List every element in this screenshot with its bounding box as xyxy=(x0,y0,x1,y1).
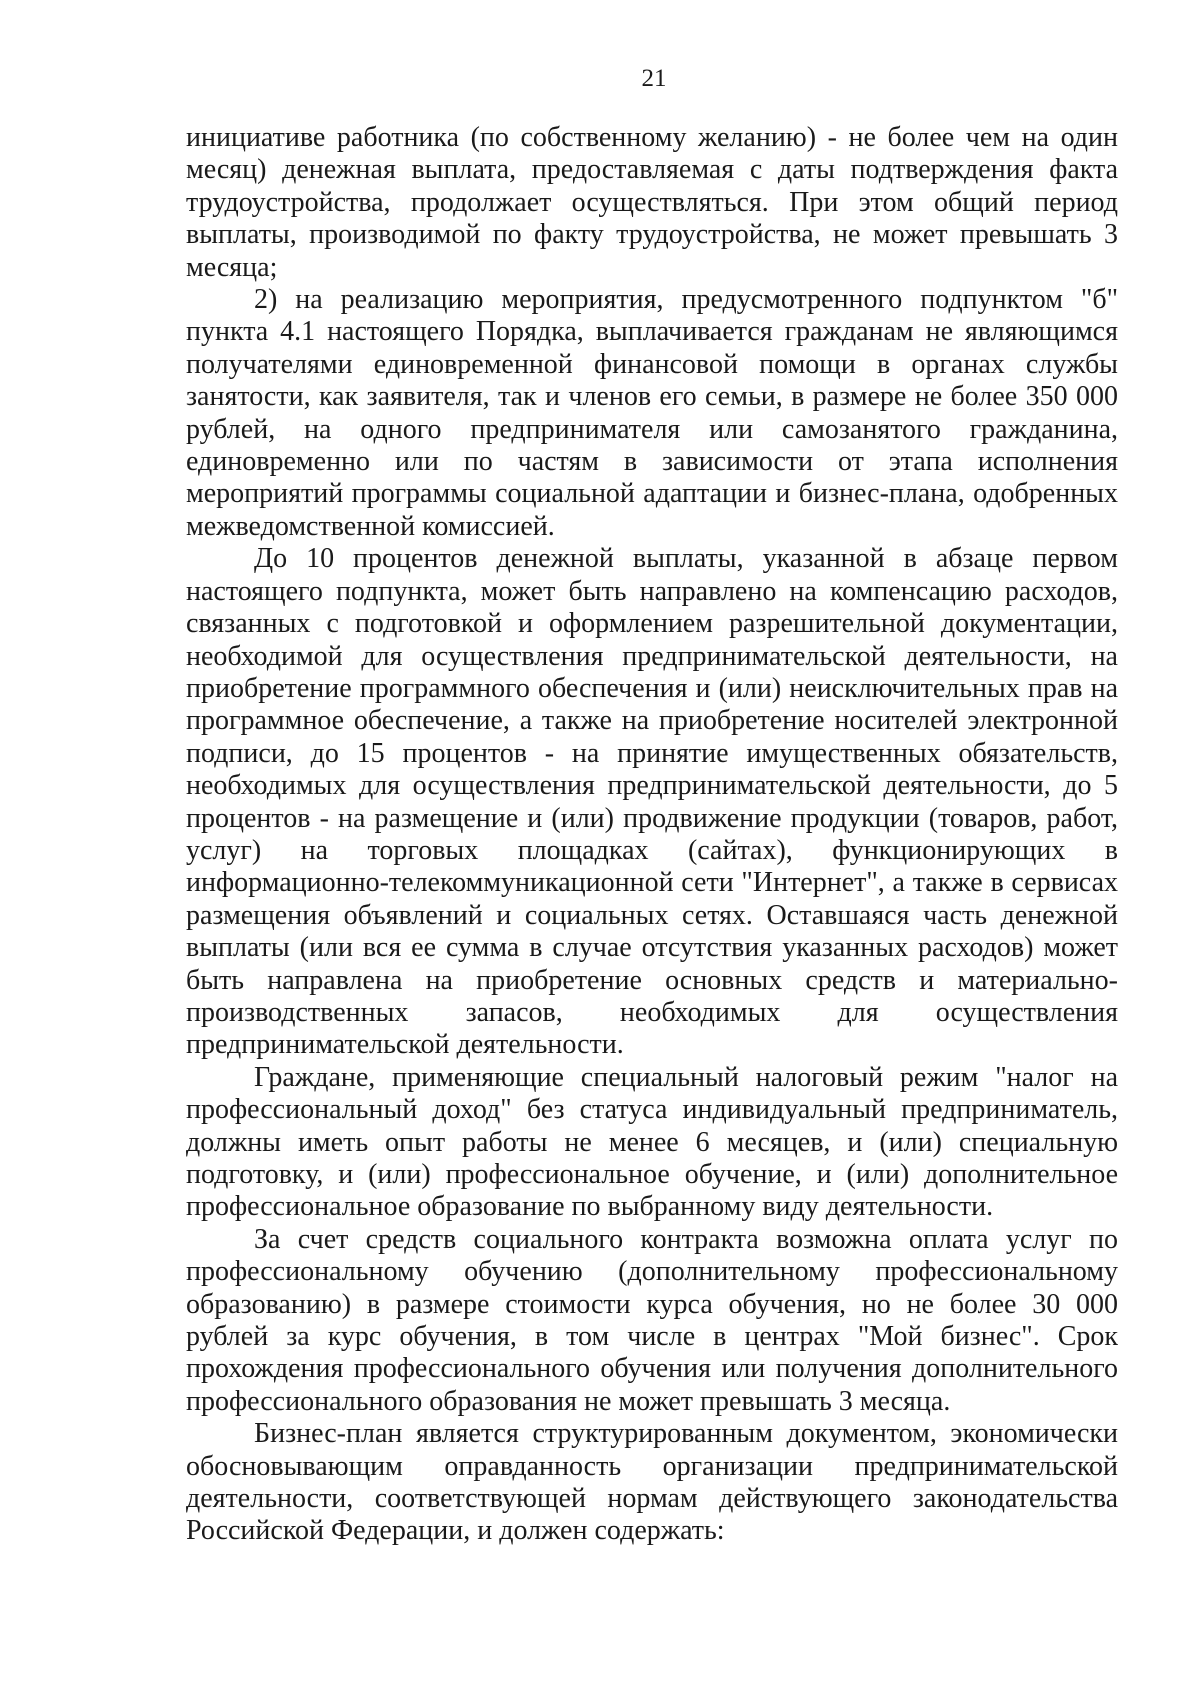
paragraph-training: За счет средств социального контракта возможна оплата услуг по профессиональному обучению (дополнительному профессиональному образованию) в размере стоимости курса обучения, но не более 30 000 рублей за курс обучения, в том числе в центрах "Мой бизнес". Срок прохождения профессионального обучения или получения дополнительного профессионального образования не может превышать 3 месяца. xyxy=(186,1223,1118,1417)
paragraph-business-plan: Бизнес-план является структурированным документом, экономически обосновывающим оправданность организации предпринимательской деятельности, соответствующей нормам действующего законодательства Российской Федерации, и должен содержать: xyxy=(186,1418,1118,1547)
page-number: 21 xyxy=(641,65,667,92)
paragraph-continuation: инициативе работника (по собственному желанию) - не более чем на один месяц) денежная выплата, предоставляемая с даты подтверждения факта трудоустройства, продолжает осуществляться. При этом общий период выплаты, производимой по факту трудоустройства, не может превышать 3 месяца; xyxy=(186,122,1118,283)
paragraph-item-2: 2) на реализацию мероприятия, предусмотренного подпунктом "б" пункта 4.1 настоящего Порядка, выплачивается гражданам не являющимся получателями единовременной финансовой помощи в органах службы занятости, как заявителя, так и членов его семьи, в размере не более 350 000 рублей, на одного предпринимателя или самозанятого гражданина, единовременно или по частям в зависимости от этапа исполнения мероприятий программы социальной адаптации и бизнес-плана, одобренных межведомственной комиссией. xyxy=(186,284,1118,542)
document-body xyxy=(186,122,1118,1548)
paragraph-expenses: До 10 процентов денежной выплаты, указанной в абзаце первом настоящего подпункта, может быть направлено на компенсацию расходов, связанных с подготовкой и оформлением разрешительной документации, необходимой для осуществления предпринимательской деятельности, на приобретение программного обеспечения и (или) неисключительных прав на программное обеспечение, а также на приобретение носителей электронной подписи, до 15 процентов - на принятие имущественных обязательств, необходимых для осуществления предпринимательской деятельности, до 5 процентов - на размещение и (или) продвижение продукции (товаров, работ, услуг) на торговых площадках (сайтах), функционирующих в информационно-телекоммуникационной сети "Интернет", а также в сервисах размещения объявлений и социальных сетях. Оставшаяся часть денежной выплаты (или вся ее сумма в случае отсутствия указанных расходов) может быть направлена на приобретение основных средств и материально-производственных запасов, необходимых для осуществления предпринимательской деятельности. xyxy=(186,543,1118,1061)
paragraph-self-employed: Граждане, применяющие специальный налоговый режим "налог на профессиональный доход" без статуса индивидуальный предприниматель, должны иметь опыт работы не менее 6 месяцев, и (или) специальную подготовку, и (или) профессиональное обучение, и (или) дополнительное профессиональное образование по выбранному виду деятельности. xyxy=(186,1061,1118,1223)
